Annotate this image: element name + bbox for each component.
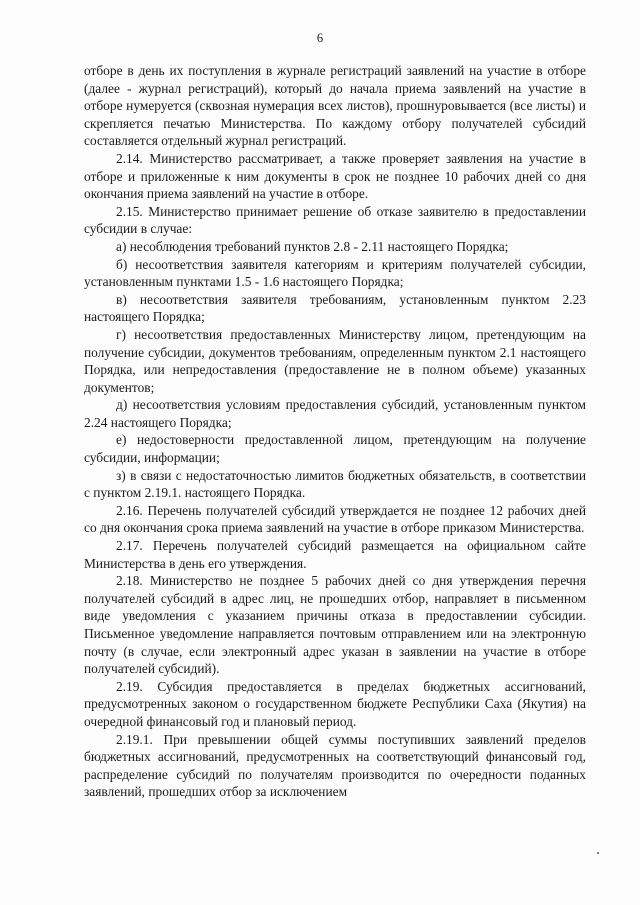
- page-number: 6: [316, 31, 324, 45]
- paragraph-2-15-d: д) несоответствия условиям предоставления субсидий, установленным пунктом 2.24 настоящего Порядка;: [84, 397, 586, 430]
- paragraph-2-18: 2.18. Министерство не позднее 5 рабочих дней со дня утверждения перечня получателей субсидий в адрес лиц, не прошедших отбор, направляет в письменном виде уведомления с указанием причины отказа в предоставлении субсидии. Письменное уведомление направляется почтовым отправлением или на электронную почту (в случае, если электронный адрес указан в заявлении на участие в отборе получателей субсидий).: [84, 573, 586, 677]
- paragraph-2-19: 2.19. Субсидия предоставляется в пределах бюджетных ассигнований, предусмотренных законом о государственном бюджете Республики Саха (Якутия) на очередной финансовый год и плановый период.: [84, 678, 586, 729]
- paragraph-2-15: 2.15. Министерство принимает решение об отказе заявителю в предоставлении субсидии в случае:: [84, 203, 586, 237]
- paragraph-2-14: 2.14. Министерство рассматривает, а также проверяет заявления на участие в отборе и приложенные к ним документы в срок не позднее 10 рабочих дней со дня окончания приема заявлений на участие в отборе.: [84, 150, 586, 202]
- paragraph-2-15-v: в) несоответствия заявителя требованиям, установленным пунктом 2.23 настоящего Порядка;: [84, 291, 586, 325]
- paragraph-2-15-a: а) несоблюдения требований пунктов 2.8 - 2.11 настоящего Порядка;: [116, 238, 509, 254]
- paragraph-2-15-e: е) недостоверности предоставленной лицом, претендующим на получение субсидии, информации;: [84, 432, 586, 466]
- paragraph-2-16: 2.16. Перечень получателей субсидий утверждается не позднее 12 рабочих дней со дня окончания срока приема заявлений на участие в отборе приказом Министерства.: [84, 502, 586, 536]
- paragraph-2-19-1: 2.19.1. При превышении общей суммы поступивших заявлений пределов бюджетных ассигнований, предусмотренных на соответствующий финансовый год, распределение субсидий по получателям производится по очередности поданных заявлений, прошедших отбор за исключением: [84, 731, 586, 800]
- paragraph-2-15-z: з) в связи с недостаточностью лимитов бюджетных обязательств, в соответствии с пунктом 2.19.1. настоящего Порядка.: [84, 467, 586, 501]
- document-body: [84, 62, 586, 801]
- scan-speck: [597, 852, 599, 854]
- paragraph-2-17: 2.17. Перечень получателей субсидий размещается на официальном сайте Министерства в день его утверждения.: [84, 538, 586, 571]
- paragraph-2-15-g: г) несоответствия предоставленных Министерству лицом, претендующим на получение субсидии, документов требованиям, определенным пунктом 2.1 настоящего Порядка, или непредоставления (предоставление не в полном объеме) указанных документов;: [84, 326, 586, 395]
- paragraph-2-15-b: б) несоответствия заявителя категориям и критериям получателей субсидии, установленным пунктами 1.5 - 1.6 настоящего Порядка;: [84, 256, 586, 290]
- paragraph-continuation: отборе в день их поступления в журнале регистраций заявлений на участие в отборе (далее - журнал регистраций), который до начала приема заявлений на участие в отборе нумеруется (сквозная нумерация всех листов), прошнуровывается (все листы) и скрепляется печатью Министерства. По каждому отбору получателей субсидий составляется отдельный журнал регистраций.: [84, 63, 586, 149]
